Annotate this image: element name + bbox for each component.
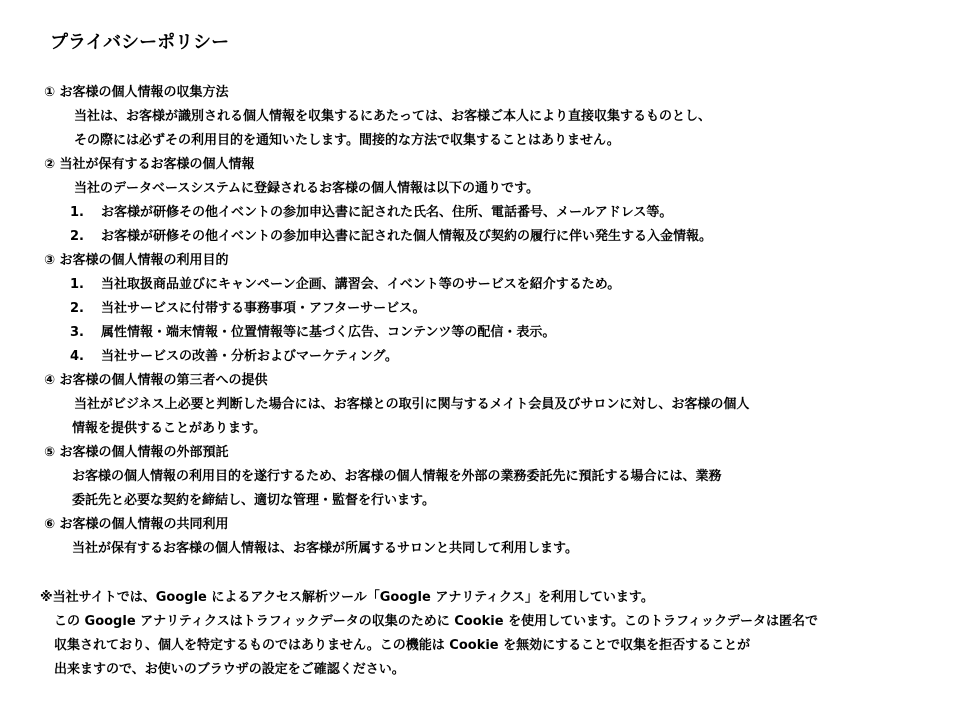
- analytics-note-line-3: 収集されており、個人を特定するものではありません。この機能は Cookie を無効にすることで収集を拒否することが: [54, 638, 751, 653]
- section-6-body-line-1: 当社が保有するお客様の個人情報は、お客様が所属するサロンと共同して利用します。: [72, 541, 578, 556]
- section-2-item-2-num: 2.: [70, 229, 84, 244]
- section-6-heading: ⑥ お客様の個人情報の共同利用: [44, 517, 229, 532]
- section-2-item-1-num: 1.: [70, 205, 84, 220]
- section-5-body-line-2: 委託先と必要な契約を締結し、適切な管理・監督を行います。: [72, 493, 435, 508]
- section-4-body-line-1: 当社がビジネス上必要と判断した場合には、お客様との取引に関与するメイト会員及びサロンに対し、お客様の個人: [74, 397, 750, 412]
- section-1-heading: ① お客様の個人情報の収集方法: [44, 85, 229, 100]
- section-2-intro: 当社のデータベースシステムに登録されるお客様の個人情報は以下の通りです。: [74, 181, 540, 196]
- section-4-heading: ④ お客様の個人情報の第三者への提供: [44, 373, 268, 388]
- page-title: プライバシーポリシー: [50, 32, 230, 53]
- analytics-note-line-4: 出来ますので、お使いのブラウザの設定をご確認ください。: [54, 662, 405, 677]
- analytics-note-line-2: この Google アナリティクスはトラフィックデータの収集のために Cookie を使用しています。このトラフィックデータは匿名で: [54, 614, 818, 629]
- section-3-item-3-num: 3.: [70, 325, 84, 340]
- section-5-body-line-1: お客様の個人情報の利用目的を遂行するため、お客様の個人情報を外部の業務委託先に預託する場合には、業務: [72, 469, 722, 484]
- section-5-heading: ⑤ お客様の個人情報の外部預託: [44, 445, 229, 460]
- section-3-item-2-num: 2.: [70, 301, 84, 316]
- section-2-item-2-text: お客様が研修その他イベントの参加申込書に記された個人情報及び契約の履行に伴い発生する入金情報。: [101, 229, 713, 244]
- section-4-body-line-2: 情報を提供することがあります。: [72, 421, 266, 436]
- section-3-item-2-text: 当社サービスに付帯する事務事項・アフターサービス。: [101, 301, 426, 316]
- analytics-note-line-1: ※当社サイトでは、Google によるアクセス解析ツール「Google アナリティクス」を利用しています。: [40, 590, 654, 605]
- section-1-body-line-1: 当社は、お客様が識別される個人情報を収集するにあたっては、お客様ご本人により直接収集するものとし、: [74, 109, 712, 124]
- section-2-item-1-text: お客様が研修その他イベントの参加申込書に記された氏名、住所、電話番号、メールアドレス等。: [101, 205, 673, 220]
- section-2-heading: ② 当社が保有するお客様の個人情報: [44, 157, 255, 172]
- section-3-heading: ③ お客様の個人情報の利用目的: [44, 253, 229, 268]
- section-3-item-4-num: 4.: [70, 349, 84, 364]
- section-3-item-4-text: 当社サービスの改善・分析およびマーケティング。: [101, 349, 398, 364]
- section-3-item-3-text: 属性情報・端末情報・位置情報等に基づく広告、コンテンツ等の配信・表示。: [101, 325, 556, 340]
- section-1-body-line-2: その際には必ずその利用目的を通知いたします。間接的な方法で収集することはありません。: [74, 133, 620, 148]
- section-3-item-1-num: 1.: [70, 277, 84, 292]
- section-3-item-1-text: 当社取扱商品並びにキャンペーン企画、講習会、イベント等のサービスを紹介するため。: [101, 277, 621, 292]
